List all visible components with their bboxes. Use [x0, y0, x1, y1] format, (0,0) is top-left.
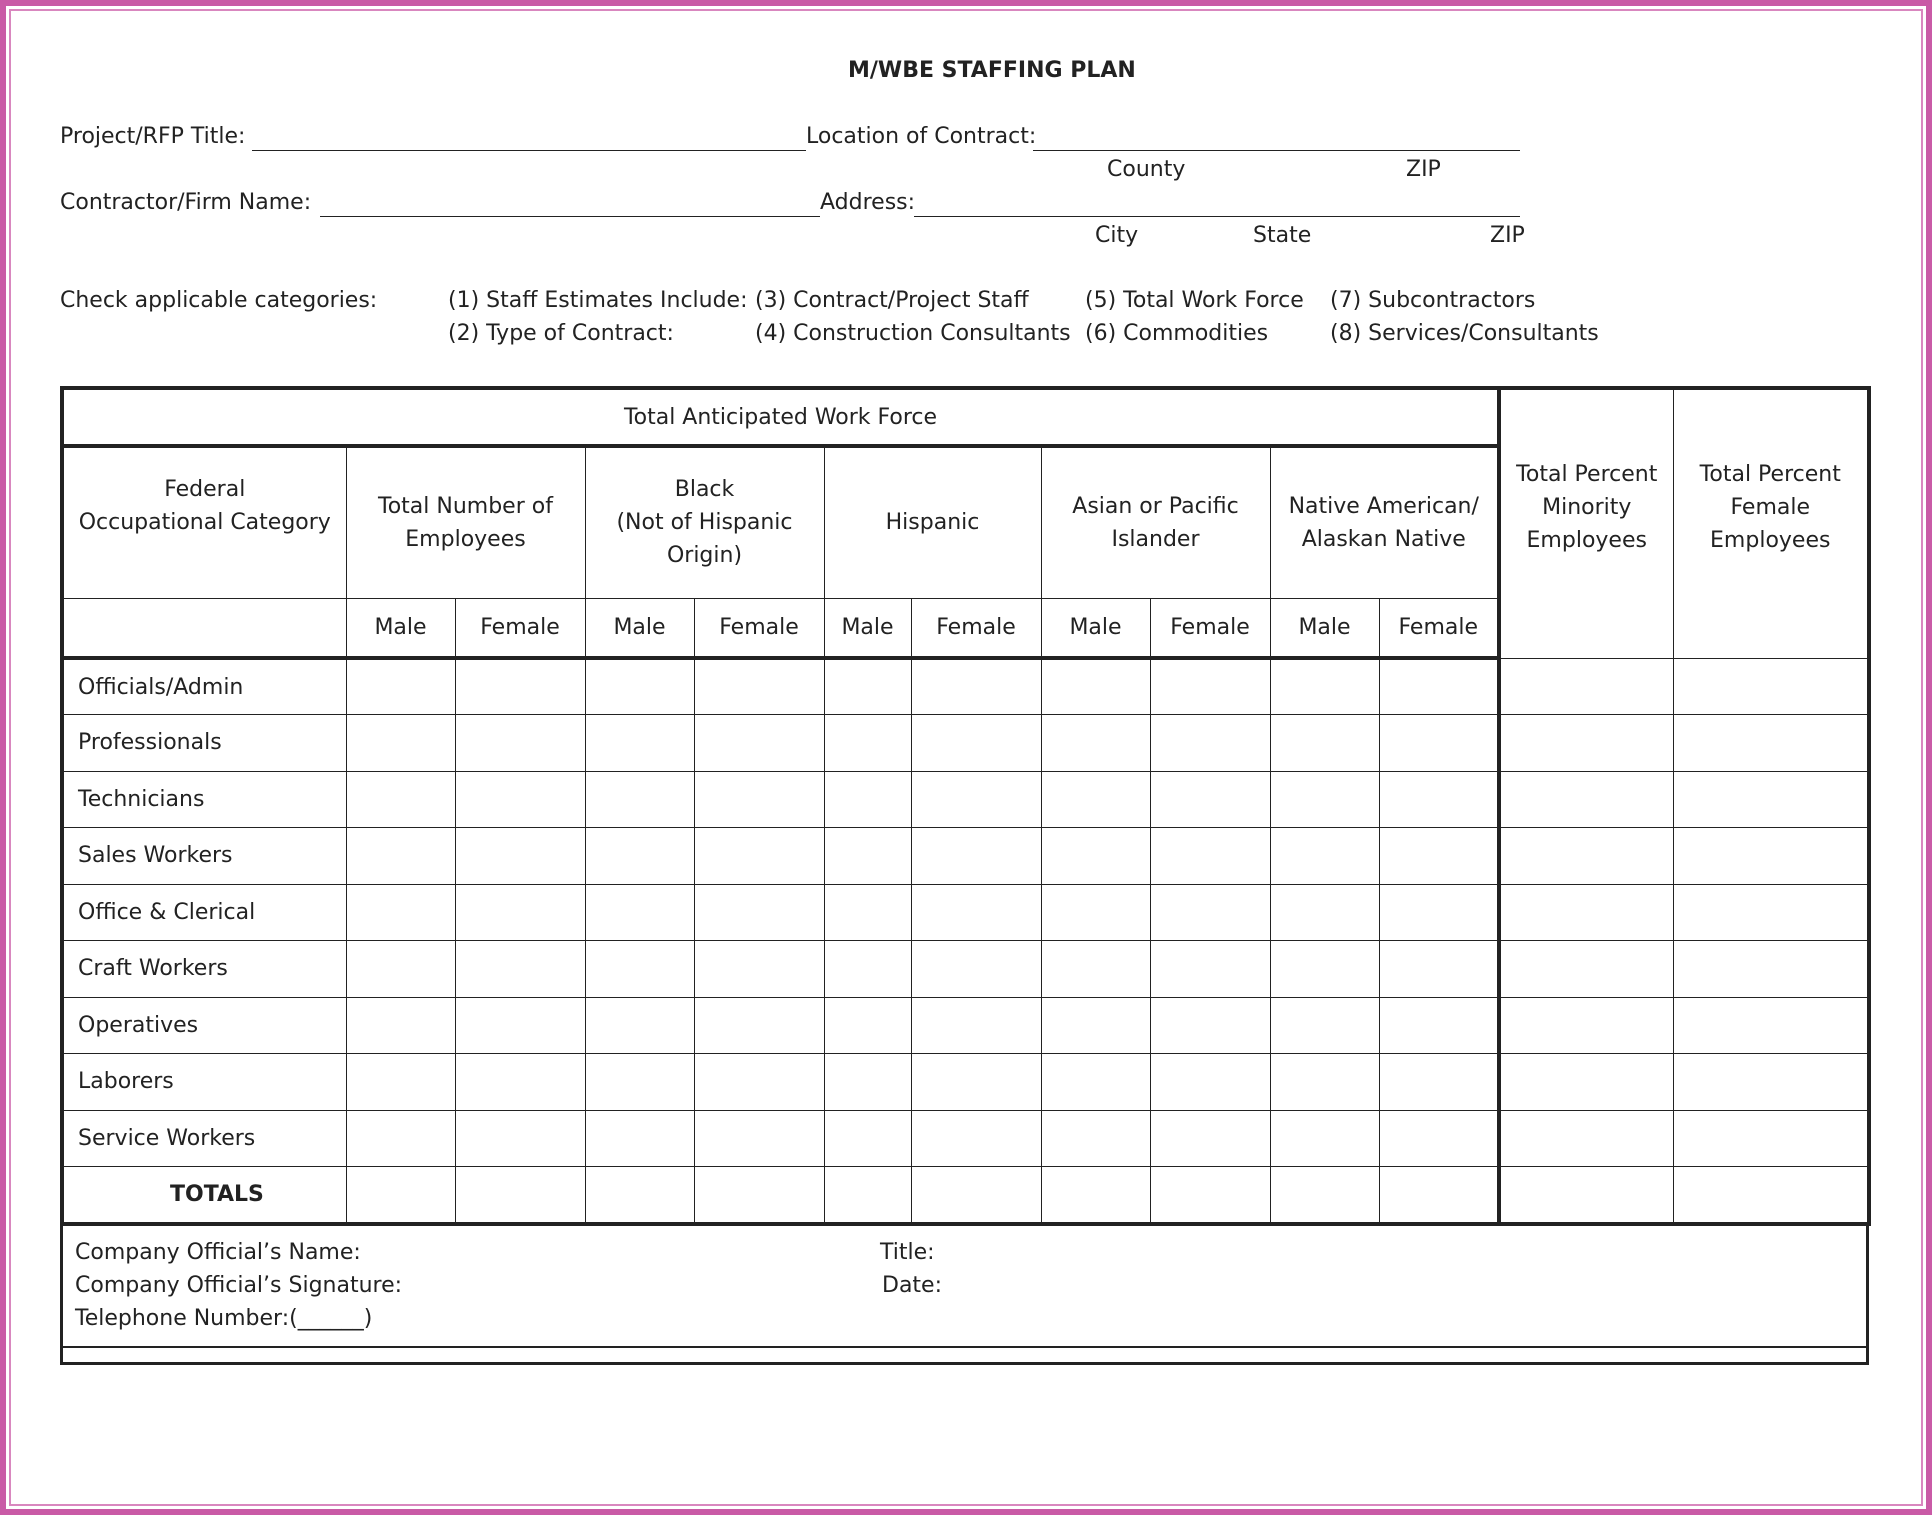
table-cell[interactable]	[1270, 715, 1379, 772]
table-cell[interactable]	[824, 1054, 911, 1111]
table-cell[interactable]	[585, 941, 694, 998]
table-cell[interactable]	[1150, 941, 1270, 998]
address-field[interactable]	[914, 216, 1520, 217]
official-signature-label[interactable]: Company Official’s Signature:	[75, 1273, 403, 1298]
table-cell[interactable]	[346, 1054, 455, 1111]
table-cell[interactable]	[585, 715, 694, 772]
table-cell[interactable]	[911, 715, 1041, 772]
hispanic-male-header: Male	[824, 598, 911, 658]
table-cell[interactable]	[1150, 828, 1270, 885]
table-cell[interactable]	[1499, 771, 1673, 828]
table-cell[interactable]	[585, 658, 694, 715]
black-line-3: Origin)	[666, 543, 743, 569]
asian-header	[1041, 446, 1270, 598]
location-label: Location of Contract:	[806, 124, 1037, 149]
project-title-label: Project/RFP Title:	[60, 124, 246, 149]
category-5[interactable]: (5) Total Work Force	[1085, 288, 1304, 313]
table-cell[interactable]	[694, 1167, 824, 1224]
table-cell[interactable]	[694, 884, 824, 941]
table-cell[interactable]	[455, 941, 585, 998]
table-cell[interactable]	[1499, 884, 1673, 941]
table-cell[interactable]	[1041, 884, 1150, 941]
table-cell[interactable]	[1270, 884, 1379, 941]
federal-line-2: Occupational Category	[78, 510, 331, 536]
occupation-label: Craft Workers	[62, 941, 346, 998]
address-label: Address:	[820, 190, 916, 215]
pct-minority-line-1: Total Percent	[1516, 461, 1658, 487]
pct-minority-line-2: Minority	[1542, 494, 1632, 520]
table-cell[interactable]	[694, 1110, 824, 1167]
table-cell[interactable]	[1379, 771, 1499, 828]
table-cell[interactable]	[1041, 828, 1150, 885]
table-cell[interactable]	[455, 828, 585, 885]
city-label: City	[1095, 223, 1139, 248]
hispanic-header	[824, 446, 1041, 598]
pct-minority-line-3: Employees	[1526, 527, 1647, 553]
table-cell[interactable]	[824, 884, 911, 941]
pct-female-header	[1673, 388, 1869, 658]
address-zip-label: ZIP	[1490, 223, 1525, 248]
table-cell[interactable]	[455, 658, 585, 715]
table-cell[interactable]	[1499, 1054, 1673, 1111]
table-row	[62, 1110, 1869, 1167]
black-line-2: (Not of Hispanic	[616, 510, 793, 536]
table-cell[interactable]	[1499, 997, 1673, 1054]
table-cell[interactable]	[1041, 715, 1150, 772]
table-cell[interactable]	[824, 828, 911, 885]
federal-line-1: Federal	[164, 477, 246, 503]
table-cell[interactable]	[694, 1054, 824, 1111]
table-cell[interactable]	[1270, 997, 1379, 1054]
occupation-label: Sales Workers	[62, 828, 346, 885]
table-cell[interactable]	[694, 997, 824, 1054]
signature-block	[60, 1222, 1869, 1365]
table-cell[interactable]	[1379, 884, 1499, 941]
black-line-1: Black	[674, 477, 735, 503]
table-cell[interactable]	[346, 1110, 455, 1167]
categories-label: Check applicable categories:	[60, 288, 378, 313]
official-name-label[interactable]: Company Official’s Name:	[75, 1240, 361, 1265]
table-cell[interactable]	[455, 715, 585, 772]
table-cell[interactable]	[1499, 658, 1673, 715]
table-cell[interactable]	[911, 1110, 1041, 1167]
black-header	[585, 446, 824, 598]
table-cell[interactable]	[1673, 1054, 1869, 1111]
form-title: M/WBE STAFFING PLAN	[848, 58, 1136, 83]
contractor-label: Contractor/Firm Name:	[60, 190, 312, 215]
table-cell[interactable]	[1041, 1054, 1150, 1111]
table-cell[interactable]	[585, 1110, 694, 1167]
table-cell[interactable]	[455, 771, 585, 828]
table-cell[interactable]	[455, 997, 585, 1054]
table-cell[interactable]	[1379, 1110, 1499, 1167]
federal-category-header	[62, 446, 346, 598]
table-cell[interactable]	[1041, 658, 1150, 715]
table-cell[interactable]	[1379, 997, 1499, 1054]
table-cell[interactable]	[694, 828, 824, 885]
table-row	[62, 771, 1869, 828]
table-cell[interactable]	[455, 1054, 585, 1111]
table-cell[interactable]	[911, 941, 1041, 998]
table-cell[interactable]	[585, 828, 694, 885]
table-cell[interactable]	[1673, 884, 1869, 941]
table-cell[interactable]	[1499, 1110, 1673, 1167]
table-cell[interactable]	[694, 771, 824, 828]
occupation-label: Office & Clerical	[62, 884, 346, 941]
category-3[interactable]: (3) Contract/Project Staff	[755, 288, 1029, 313]
category-2[interactable]: (2) Type of Contract:	[448, 321, 674, 346]
telephone-label[interactable]: Telephone Number:(______)	[75, 1306, 373, 1331]
table-cell[interactable]	[1499, 828, 1673, 885]
table-row	[62, 884, 1869, 941]
county-label: County	[1107, 157, 1186, 182]
pct-minority-header	[1499, 388, 1673, 658]
asian-male-header: Male	[1041, 598, 1150, 658]
state-label: State	[1253, 223, 1312, 248]
total-female-header: Female	[455, 598, 585, 658]
totals-row	[62, 1167, 1869, 1224]
hispanic-female-header: Female	[911, 598, 1041, 658]
location-zip-label: ZIP	[1406, 157, 1441, 182]
hispanic-line: Hispanic	[885, 510, 980, 536]
table-cell[interactable]	[911, 1167, 1041, 1224]
table-cell[interactable]	[1673, 771, 1869, 828]
table-cell[interactable]	[1673, 1167, 1869, 1224]
black-male-header: Male	[585, 598, 694, 658]
table-cell[interactable]	[1673, 941, 1869, 998]
table-cell[interactable]	[585, 997, 694, 1054]
table-cell[interactable]	[1499, 715, 1673, 772]
table-cell[interactable]	[1150, 1054, 1270, 1111]
table-cell[interactable]	[346, 884, 455, 941]
total-number-header	[346, 446, 585, 598]
totals-label: TOTALS	[62, 1167, 346, 1224]
native-male-header: Male	[1270, 598, 1379, 658]
table-cell[interactable]	[1270, 941, 1379, 998]
category-6[interactable]: (6) Commodities	[1085, 321, 1269, 346]
table-cell[interactable]	[455, 1110, 585, 1167]
table-cell[interactable]	[1041, 941, 1150, 998]
asian-female-header: Female	[1150, 598, 1270, 658]
table-row	[62, 997, 1869, 1054]
project-title-field[interactable]	[252, 150, 806, 151]
table-row	[62, 941, 1869, 998]
table-cell[interactable]	[911, 1054, 1041, 1111]
table-cell[interactable]	[585, 771, 694, 828]
asian-line-1: Asian or Pacific	[1072, 493, 1239, 519]
table-cell[interactable]	[1673, 828, 1869, 885]
table-cell[interactable]	[1150, 884, 1270, 941]
table-cell[interactable]	[911, 884, 1041, 941]
table-cell[interactable]	[694, 941, 824, 998]
pct-female-line-2: Female	[1730, 494, 1811, 520]
table-cell[interactable]	[1673, 658, 1869, 715]
category-8[interactable]: (8) Services/Consultants	[1330, 321, 1599, 346]
staffing-table	[60, 386, 1871, 1226]
occupation-label: Professionals	[62, 715, 346, 772]
table-cell[interactable]	[346, 1167, 455, 1224]
table-cell[interactable]	[911, 997, 1041, 1054]
table-cell[interactable]	[1150, 771, 1270, 828]
table-cell[interactable]	[1150, 715, 1270, 772]
table-cell[interactable]	[1270, 828, 1379, 885]
table-cell[interactable]	[694, 715, 824, 772]
table-cell[interactable]	[1150, 658, 1270, 715]
table-cell[interactable]	[1150, 1110, 1270, 1167]
table-row	[62, 828, 1869, 885]
table-cell[interactable]	[455, 1167, 585, 1224]
table-cell[interactable]	[1499, 1167, 1673, 1224]
total-number-line-1: Total Number of	[378, 493, 553, 519]
occupation-label: Officials/Admin	[62, 658, 346, 715]
table-cell[interactable]	[1379, 1167, 1499, 1224]
native-header	[1270, 446, 1499, 598]
table-cell[interactable]	[1270, 1054, 1379, 1111]
asian-line-2: Islander	[1111, 526, 1200, 552]
table-cell[interactable]	[1379, 1054, 1499, 1111]
table-cell[interactable]	[824, 658, 911, 715]
table-cell[interactable]	[585, 1054, 694, 1111]
table-cell[interactable]	[1270, 1110, 1379, 1167]
occupation-label: Laborers	[62, 1054, 346, 1111]
table-cell[interactable]	[824, 997, 911, 1054]
native-line-1: Native American/	[1288, 493, 1479, 519]
table-cell[interactable]	[911, 658, 1041, 715]
occupation-label: Operatives	[62, 997, 346, 1054]
table-cell[interactable]	[1150, 997, 1270, 1054]
official-title-label[interactable]: Title:	[880, 1240, 935, 1265]
table-cell[interactable]	[824, 771, 911, 828]
total-male-header: Male	[346, 598, 455, 658]
category-4[interactable]: (4) Construction Consultants	[755, 321, 1071, 346]
table-cell[interactable]	[911, 771, 1041, 828]
table-cell[interactable]	[1379, 715, 1499, 772]
table-cell[interactable]	[346, 997, 455, 1054]
table-cell[interactable]	[585, 884, 694, 941]
table-cell[interactable]	[824, 1110, 911, 1167]
table-cell[interactable]	[1041, 1110, 1150, 1167]
table-cell[interactable]	[346, 828, 455, 885]
table-cell[interactable]	[1041, 1167, 1150, 1224]
table-row	[62, 715, 1869, 772]
date-label[interactable]: Date:	[882, 1273, 942, 1298]
gender-header-blank	[62, 598, 346, 658]
table-cell[interactable]	[1041, 997, 1150, 1054]
table-cell[interactable]	[1499, 941, 1673, 998]
table-cell[interactable]	[824, 1167, 911, 1224]
table-cell[interactable]	[585, 1167, 694, 1224]
contractor-field[interactable]	[320, 216, 820, 217]
table-cell[interactable]	[1673, 997, 1869, 1054]
table-cell[interactable]	[1150, 1167, 1270, 1224]
table-cell[interactable]	[1379, 658, 1499, 715]
table-cell[interactable]	[1673, 1110, 1869, 1167]
table-cell[interactable]	[455, 884, 585, 941]
table-row	[62, 1054, 1869, 1111]
total-number-line-2: Employees	[405, 526, 526, 552]
table-cell[interactable]	[1673, 715, 1869, 772]
category-7[interactable]: (7) Subcontractors	[1330, 288, 1536, 313]
table-cell[interactable]	[824, 941, 911, 998]
footer-rule	[63, 1346, 1866, 1348]
category-1[interactable]: (1) Staff Estimates Include:	[448, 288, 748, 313]
table-cell[interactable]	[1379, 828, 1499, 885]
occupation-label: Technicians	[62, 771, 346, 828]
table-cell[interactable]	[346, 771, 455, 828]
table-cell[interactable]	[694, 658, 824, 715]
table-cell[interactable]	[1379, 941, 1499, 998]
table-cell[interactable]	[346, 658, 455, 715]
table-cell[interactable]	[1270, 771, 1379, 828]
table-cell[interactable]	[346, 941, 455, 998]
table-cell[interactable]	[911, 828, 1041, 885]
native-line-2: Alaskan Native	[1301, 526, 1466, 552]
table-cell[interactable]	[824, 715, 911, 772]
pct-female-line-1: Total Percent	[1699, 461, 1841, 487]
table-cell[interactable]	[1270, 1167, 1379, 1224]
native-female-header: Female	[1379, 598, 1499, 658]
table-row	[62, 658, 1869, 715]
pct-female-line-3: Employees	[1710, 527, 1831, 553]
occupation-label: Service Workers	[62, 1110, 346, 1167]
work-force-header: Total Anticipated Work Force	[62, 388, 1499, 446]
table-cell[interactable]	[346, 715, 455, 772]
table-cell[interactable]	[1041, 771, 1150, 828]
table-cell[interactable]	[1270, 658, 1379, 715]
black-female-header: Female	[694, 598, 824, 658]
location-field[interactable]	[1033, 150, 1520, 151]
